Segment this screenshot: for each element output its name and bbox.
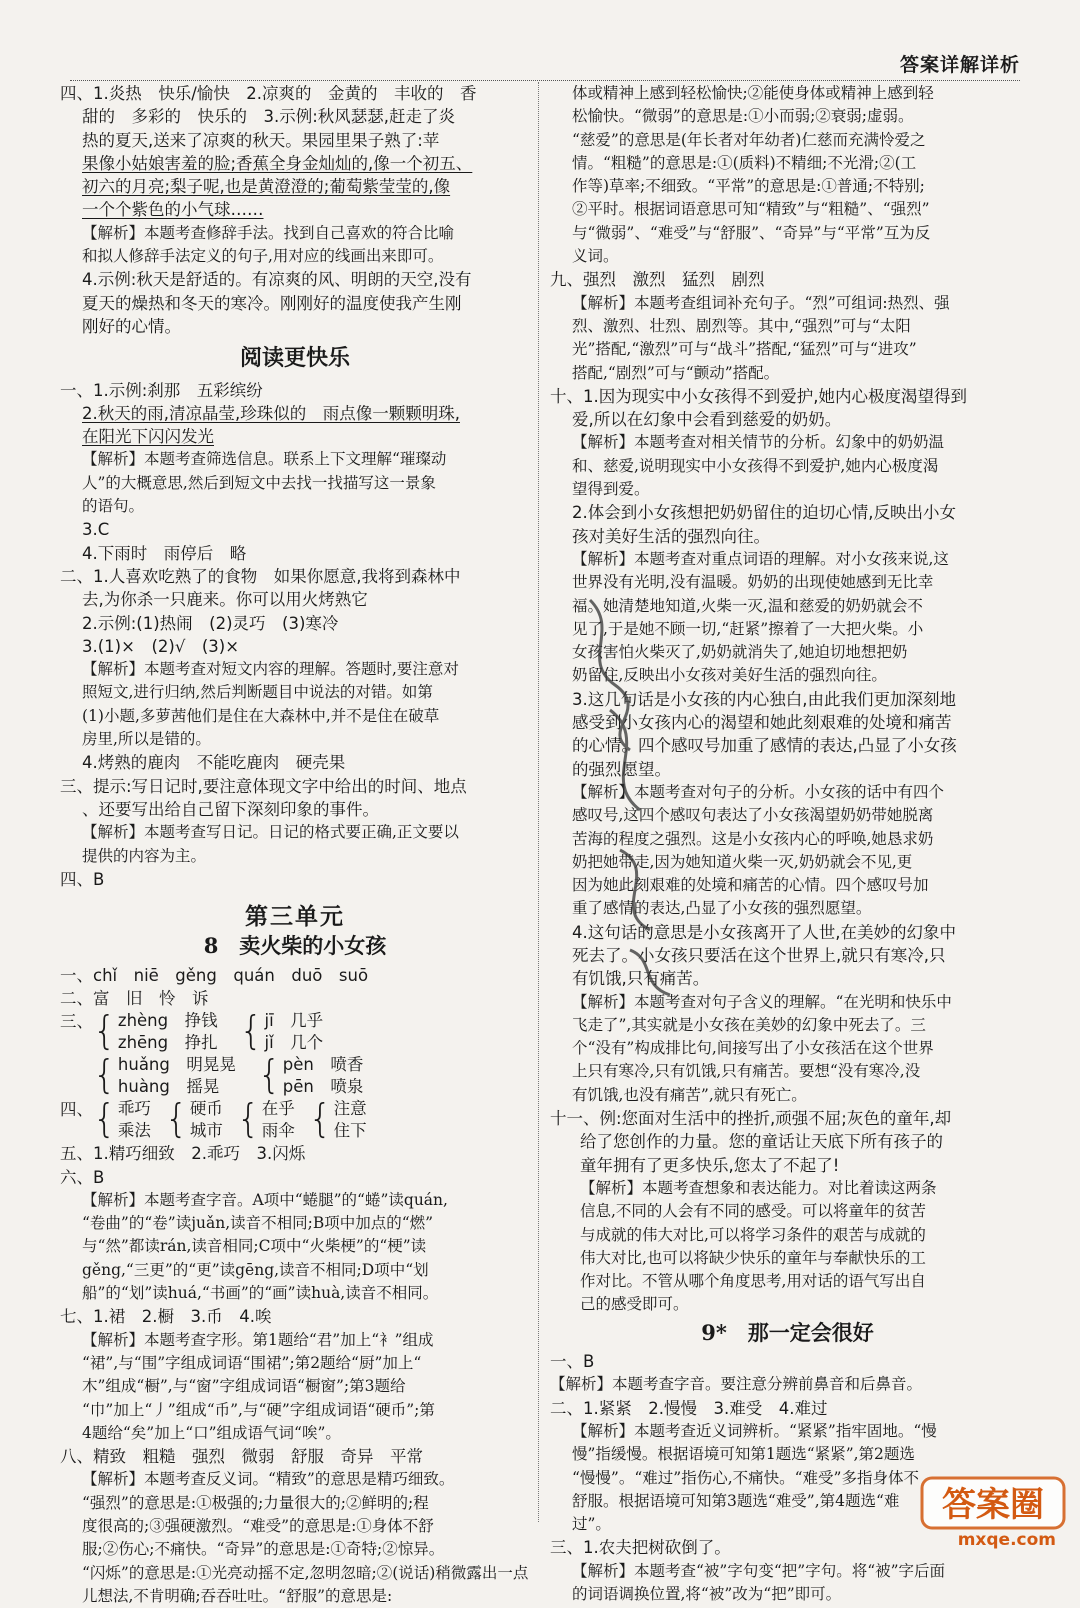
word: 硬币 <box>189 1099 223 1119</box>
text-line: 松愉快。“微弱”的意思是:①小而弱;②衰弱;虚弱。 <box>572 107 914 126</box>
text-line: 与“然”都读rán,读音相同;C项中“火柴梗”的“梗”读 <box>82 1237 427 1256</box>
text-line: 搭配,“剧烈”可与“颤动”搭配。 <box>572 363 780 382</box>
text-line: 己的感受即可。 <box>580 1295 689 1314</box>
word: 乖巧 <box>117 1099 151 1119</box>
answer-block <box>550 1397 1025 1420</box>
text-line: 慢”指缓慢。根据语境可知第1题选“紧紧”,第2题选 <box>572 1445 915 1464</box>
word: 注意 <box>333 1099 367 1119</box>
text-line: 的心情。四个感叹号加重了感情的表达,凸显了小女孩 <box>572 736 957 756</box>
text-line: 热的夏天,送来了凉爽的秋天。果园里果子熟了:苹 <box>82 130 440 150</box>
brace-glyph: { <box>93 1053 116 1099</box>
text-line: 2.体会到小女孩想把奶奶留住的迫切心情,反映出小女 <box>572 503 956 523</box>
section-title: 阅读更快乐 <box>239 345 350 372</box>
text-line: 四、1.炎热 快乐/愉快 2.凉爽的 金黄的 丰收的 香 <box>60 84 477 103</box>
text-line: 与成就的伟大对比,可以将学习条件的艰苦与成就的 <box>580 1225 926 1244</box>
text-line: 信息,不同的人会有不同的感受。可以将童年的贫苦 <box>580 1202 926 1221</box>
text-line: 一、chǐ niē gěng quán duō suō <box>60 965 369 985</box>
analysis-block <box>550 82 1025 268</box>
text-line: 儿想法,不肯明确;吞吞吐吐。“舒服”的意思是: <box>82 1586 393 1605</box>
text-line: 烈、激烈、壮烈、剧烈等。其中,“强烈”可与“太阳 <box>572 316 911 335</box>
text-line: “裙”,与“围”字组成词语“围裙”;第2题给“厨”加上“ <box>82 1353 422 1372</box>
text-line: 度很高的;③强硬激烈。“难受”的意思是:①身体不舒 <box>82 1517 434 1536</box>
analysis-block <box>550 431 1025 501</box>
svg-text:答案圈: 答案圈 <box>942 1485 1044 1525</box>
text-line: 【解析】本题考查“被”字句变“把”字句。将“被”字后面 <box>572 1561 946 1580</box>
text-line: 木”组成“橱”,与“窗”字组成词语“橱窗”;第3题给 <box>82 1377 406 1396</box>
text-line: 3.C <box>82 520 110 540</box>
text-line: 九、强烈 激烈 猛烈 剧烈 <box>550 270 765 290</box>
text-line: 提供的内容为主。 <box>82 846 207 865</box>
word: 住下 <box>333 1121 367 1141</box>
column-divider <box>538 82 539 1522</box>
text-line: 望得到爱。 <box>572 480 650 499</box>
answer-block <box>60 379 530 449</box>
text-line: 与“微弱”、“难受”与“舒服”、“奇异”与“平常”互为反 <box>572 223 931 242</box>
text-line: 房里,所以是错的。 <box>82 730 211 749</box>
brace-glyph: { <box>164 1097 188 1143</box>
text-line: 伟大对比,也可以将缺少快乐的童年与奉献快乐的工 <box>580 1248 926 1267</box>
pinyin-word: zhēng 挣扎 <box>117 1033 218 1053</box>
text-line: “慈爱”的意思是(年长者对年幼者)仁慈而充满怜爱之 <box>572 130 926 149</box>
text-line: 3.(1)× (2)√ (3)× <box>82 636 240 656</box>
text-line: 二、富 旧 怜 诉 <box>60 988 209 1008</box>
text-line: “慢慢”。“难过”指伤心,不痛快。“难受”多指身体不 <box>572 1468 919 1487</box>
text-line: 一个个紫色的小气球…… <box>82 200 264 220</box>
text-line: 刚好的心情。 <box>82 316 181 336</box>
text-line: 十一、例:您面对生活中的挫折,顽强不屈;灰色的童年,却 <box>550 1109 952 1129</box>
analysis-block <box>60 448 530 518</box>
text-line: 人”的大概意思,然后到短文中去找一找描写这一景象 <box>82 473 436 492</box>
text-line: 2.秋天的雨,清凉晶莹,珍珠似的 雨点像一颗颗明珠, <box>82 403 460 423</box>
brace-glyph: { <box>93 1097 116 1143</box>
text-line: 体或精神上感到轻松愉快;②能使身体或精神上感到轻 <box>572 84 934 102</box>
text-line: 【解析】本题考查对相关情节的分析。幻象中的奶奶温 <box>572 433 945 452</box>
text-line: 2.示例:(1)热闹 (2)灵巧 (3)寒冷 <box>82 613 339 633</box>
text-line: 给了您创作的力量。您的童话让天底下所有孩子的 <box>580 1132 943 1152</box>
text-line: 二、1.紧紧 2.慢慢 3.难受 4.难过 <box>550 1398 828 1418</box>
text-line: “强烈”的意思是:①极强的;力量很大的;②鲜明的;程 <box>82 1493 429 1512</box>
text-line: 【解析】本题考查字形。第1题给“君”加上“衤”组成 <box>82 1330 434 1349</box>
lesson-title: 9* 那一定会很好 <box>701 1319 874 1345</box>
text-line: 上只有寒冷,只有饥饿,只有痛苦。要想“没有寒冷,没 <box>572 1062 921 1081</box>
text-line: 【解析】本题考查对重点词语的理解。对小女孩来说,这 <box>572 549 949 568</box>
word: 在乎 <box>261 1099 295 1119</box>
word: 雨伞 <box>261 1121 295 1141</box>
text-line: 和、慈爱,说明现实中小女孩得不到爱护,她内心极度渴 <box>572 456 939 475</box>
text-line: 十、1.因为现实中小女孩得不到爱护,她内心极度渴望得到 <box>550 386 967 406</box>
text-line: 过”。 <box>572 1515 611 1534</box>
answer-block <box>60 82 530 222</box>
answer-block <box>550 1350 1025 1373</box>
text-line: 去,为你杀一只鹿来。你可以用火烤熟它 <box>82 590 368 610</box>
text-line: 情。“粗糙”的意思是:①(质料)不精细;不光滑;②(工 <box>572 153 917 172</box>
left-column <box>60 82 530 1608</box>
answer-block <box>550 385 1025 432</box>
pinyin-word: huǎng 明晃晃 <box>117 1055 236 1075</box>
answer-block <box>60 751 530 821</box>
pinyin-word: huàng 摇晃 <box>117 1077 220 1097</box>
text-line: 感叹号,这四个感叹句表达了小女孩渴望奶奶带她脱离 <box>572 806 934 825</box>
text-line: 【解析】本题考查反义词。“精致”的意思是精巧细致。 <box>82 1470 455 1489</box>
word: 乘法 <box>117 1121 151 1141</box>
word: 城市 <box>189 1121 223 1141</box>
pinyin-word: jǐ 几个 <box>264 1033 324 1053</box>
text-line: 和拟人修辞手法定义的句子,用对应的线画出来即可。 <box>82 247 444 266</box>
text-line: 童年拥有了更多快乐,您太了不起了! <box>580 1155 840 1175</box>
analysis-block <box>550 1373 1025 1396</box>
text-line: 苦海的程度之强烈。这是小女孩内心的呼唤,她恳求奶 <box>572 829 934 848</box>
text-line: 舒服。根据语境可知第3题选“难受”,第4题选“难 <box>572 1491 900 1510</box>
text-line: 个“没有”构成排比句,间接写出了小女孩活在这个世界 <box>572 1039 934 1058</box>
brace-glyph: { <box>239 1009 263 1055</box>
text-line: 世界没有光明,没有温暖。奶奶的出现使她感到无比幸 <box>572 573 934 592</box>
text-line: 感受到小女孩内心的渴望和她此刻艰难的处境和痛苦 <box>572 713 952 733</box>
text-line: 四、B <box>60 869 105 889</box>
answer-block <box>550 1107 1025 1177</box>
text-line: 死去了。小女孩只要活在这个世界上,就只有寒冷,只 <box>572 945 946 965</box>
text-line: 三、1.农夫把树砍倒了。 <box>550 1538 731 1558</box>
text-line: 七、1.裙 2.橱 3.币 4.唉 <box>60 1307 272 1327</box>
text-line: 六、B <box>60 1167 105 1187</box>
text-line: 【解析】本题考查对短文内容的理解。答题时,要注意对 <box>82 660 459 679</box>
text-line: 重了感情的表达,凸显了小女孩的强烈愿望。 <box>572 899 872 918</box>
brace-glyph: { <box>93 1009 116 1055</box>
text-line: 夏天的燥热和冬天的寒冷。刚刚好的温度使我产生刚 <box>82 293 462 313</box>
text-line: 3.这几句话是小女孩的内心独白,由此我们更加深刻地 <box>572 689 956 709</box>
pinyin-word: zhèng 挣钱 <box>117 1011 218 1031</box>
text-line: 服;②伤心;不痛快。“奇异”的意思是:①奇特;②惊异。 <box>82 1540 445 1559</box>
text-line: 【解析】本题考查想象和表达能力。对比着读这两条 <box>580 1178 937 1197</box>
pinyin-word: pèn 喷香 <box>282 1055 364 1075</box>
text-line: 的强烈愿望。 <box>572 759 671 779</box>
text-line: 奶留住,反映出小女孩对美好生活的强烈向往。 <box>572 666 887 685</box>
analysis-block <box>60 1189 530 1305</box>
analysis-block <box>550 1560 1025 1607</box>
text-line: 一、1.示例:刹那 五彩缤纷 <box>60 380 263 400</box>
analysis-block <box>550 292 1025 385</box>
lesson-title: 8 卖火柴的小女孩 <box>203 933 387 959</box>
text-line: 果像小姑娘害羞的脸;香蕉全身金灿灿的,像一个初五、 <box>82 153 473 173</box>
text-line: 4.烤熟的鹿肉 不能吃鹿肉 硬壳果 <box>82 753 346 773</box>
text-line: 光”搭配,“激烈”可与“战斗”搭配,“猛烈”可与“进攻” <box>572 340 917 359</box>
text-line: 五、1.精巧细致 2.乖巧 3.闪烁 <box>60 1144 306 1164</box>
text-line: 奶把她带走,因为她知道火柴一灭,奶奶就会不见,更 <box>572 852 913 871</box>
text-line: 飞走了”,其实就是小女孩在美妙的幻象中死去了。三 <box>572 1015 926 1034</box>
text-line: “闪烁”的意思是:①光亮动摇不定,忽明忽暗;②(说话)稍微露出一点 <box>82 1563 529 1582</box>
text-line: 4题给“矣”加上“口”组成语气词“唉”。 <box>82 1423 341 1442</box>
analysis-block <box>60 1329 530 1445</box>
text-line: 义词。 <box>572 247 619 266</box>
question-number: 四、 <box>60 1100 93 1120</box>
text-line: 4.示例:秋天是舒适的。有凉爽的风、明朗的天空,没有 <box>82 270 472 290</box>
text-line: 照短文,进行归纳,然后判断题目中说法的对错。如第 <box>82 683 433 702</box>
answer-block <box>60 1142 530 1189</box>
analysis-block <box>60 821 530 868</box>
text-line: (1)小题,多萝茜他们是住在大森林中,并不是住在破草 <box>82 706 440 725</box>
text-line: “巾”加上“丿”组成“币”,与“硬”字组成词语“硬币”;第 <box>82 1400 435 1419</box>
answer-block <box>60 1305 530 1328</box>
text-line: 【解析】本题考查筛选信息。联系上下文理解“璀璨动 <box>82 450 447 469</box>
answer-block <box>60 868 530 891</box>
text-line: 爱,所以在幻象中会看到慈爱的奶奶。 <box>572 410 842 430</box>
text-line: 【解析】本题考查写日记。日记的格式要正确,正文要以 <box>82 823 459 842</box>
text-line: 甜的 多彩的 快乐的 3.示例:秋风瑟瑟,赶走了炎 <box>82 107 456 127</box>
analysis-block <box>550 1177 1025 1317</box>
brace-glyph: { <box>257 1053 281 1099</box>
text-line: 【解析】本题考查近义词辨析。“紧紧”指牢固地。“慢 <box>572 1421 937 1440</box>
text-line: 【解析】本题考查对句子含义的理解。“在光明和快乐中 <box>572 992 952 1011</box>
text-line: 二、1.人喜欢吃熟了的食物 如果你愿意,我将到森林中 <box>60 566 461 586</box>
unit-title: 第三单元 <box>245 903 345 931</box>
answer-block <box>60 518 530 658</box>
text-line: 的词语调换位置,将“被”改为“把”即可。 <box>572 1585 842 1603</box>
watermark-text: mxqe.com <box>957 1530 1056 1550</box>
brace-glyph: { <box>236 1097 260 1143</box>
text-line: 4.这句话的意思是小女孩离开了人世,在美妙的幻象中 <box>572 922 956 942</box>
text-line: 的语句。 <box>82 497 145 516</box>
text-line: 【解析】本题考查对句子的分析。小女孩的话中有四个 <box>572 782 945 801</box>
text-line: 初六的月亮;梨子呢,也是黄澄澄的;葡萄紫莹莹的,像 <box>82 177 451 197</box>
text-line: 4.下雨时 雨停后 略 <box>82 543 247 563</box>
brace-answer-san <box>60 1010 530 1098</box>
header-title: 答案详解详析 <box>899 54 1020 76</box>
pinyin-word: jī 几乎 <box>264 1011 324 1031</box>
question-number: 三、 <box>60 1012 93 1032</box>
text-line: 在阳光下闪闪发光 <box>82 427 214 447</box>
pinyin-word: pēn 喷泉 <box>282 1077 364 1097</box>
text-line: 女孩害怕火柴灭了,奶奶就消失了,她迫切地想把奶 <box>572 643 908 662</box>
handwritten-scribble <box>560 590 710 1000</box>
text-line: 见了,于是她不顾一切,“赶紧”擦着了一大把火柴。小 <box>572 619 924 638</box>
text-line: 【解析】本题考查组词补充句子。“烈”可组词:热烈、强 <box>572 293 950 312</box>
text-line: 八、精致 粗糙 强烈 微弱 舒服 奇异 平常 <box>60 1447 423 1467</box>
text-line: 有饥饿,也没有痛苦”,就只有死亡。 <box>572 1085 807 1104</box>
text-line: 作等)草率;不细致。“平常”的意思是:①普通;不特别; <box>572 177 925 196</box>
text-line: 【解析】本题考查字音。A项中“蜷腿”的“蜷”读quán, <box>82 1190 448 1209</box>
answer-block <box>550 501 1025 548</box>
answer-block <box>60 268 530 338</box>
answer-block <box>60 1445 530 1468</box>
answer-block <box>550 268 1025 291</box>
text-line: 【解析】本题考查字音。要注意分辨前鼻音和后鼻音。 <box>550 1375 923 1394</box>
analysis-block <box>60 658 530 751</box>
text-line: 一、B <box>550 1352 595 1372</box>
text-line: 孩对美好生活的强烈向往。 <box>572 526 770 546</box>
brace-glyph: { <box>308 1097 332 1143</box>
text-line: ②平时。根据词语意思可知“精致”与“粗糙”、“强烈” <box>572 200 930 219</box>
text-line: “卷曲”的“卷”读juǎn,读音不相同;B项中加点的“燃” <box>82 1214 434 1233</box>
text-line: 因为她此刻艰难的处境和痛苦的心情。四个感叹号加 <box>572 876 929 895</box>
answer-block <box>60 964 530 1011</box>
text-line: 三、提示:写日记时,要注意体现文字中给出的时间、地点 <box>60 776 467 796</box>
analysis-block <box>60 222 530 269</box>
brace-answer-si <box>60 1098 530 1142</box>
text-line: 、还要写出给自己留下深刻印象的事件。 <box>82 799 379 819</box>
text-line: 福。她清楚地知道,火柴一灭,温和慈爱的奶奶就会不 <box>572 596 923 615</box>
analysis-block <box>550 991 1025 1107</box>
text-line: 船”的“划”读huá,“书画”的“画”读huà,读音不相同。 <box>82 1284 439 1303</box>
page-header <box>70 46 1020 81</box>
text-line: 【解析】本题考查修辞手法。找到自己喜欢的符合比喻 <box>82 223 455 242</box>
text-line: gěng,“三更”的“更”读gēng,读音不相同;D项中“划 <box>82 1260 429 1279</box>
text-line: 作对比。不管从哪个角度思考,用对话的语气写出自 <box>580 1272 926 1291</box>
analysis-block <box>60 1468 530 1608</box>
text-line: 有饥饿,只有痛苦。 <box>572 969 710 989</box>
